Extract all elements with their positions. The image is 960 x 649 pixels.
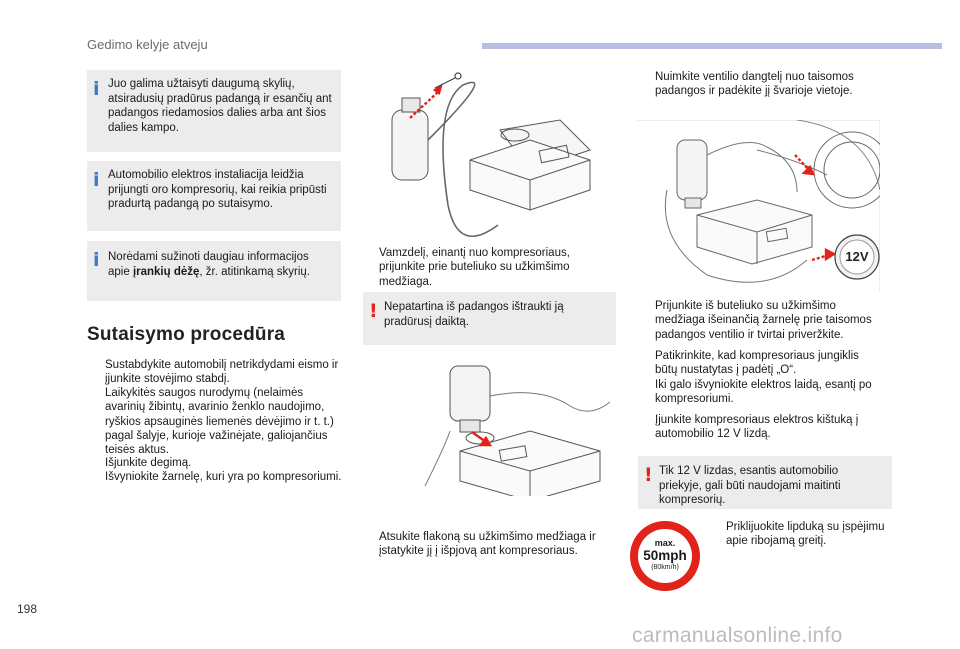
- tyre-connection-illustration: [637, 120, 880, 292]
- step-item: Išjunkite degimą.: [105, 457, 192, 469]
- info-icon: i: [93, 169, 100, 191]
- info-note-text: Automobilio elektros instaliacija leidžia prijungti oro kompresorių, kai reikia pripūsti pradurtą padangą po sutaisymo.: [108, 169, 327, 211]
- step-item: Laikykitės saugos nurodymų (nelaimės avarinių žibintų, avarinio ženklo naudojimo, ryškios apsauginės liemenės dėvėjimo ir t. t.) pagal šalyje, kurioje važinėjate, galiojančius teisės aktus.: [105, 387, 334, 457]
- info-note-text: Norėdami sužinoti daugiau informacijos apie įrankių dėžę, žr. atitinkamą skyrių.: [108, 251, 310, 278]
- step-item: Sustabdykite automobilį netrikdydami eismo ir įjunkite stovėjimo stabdį.: [105, 359, 339, 386]
- step-item: Išvyniokite žarnelę, kuri yra po kompresoriumi.: [105, 471, 342, 483]
- warning-note-text: Nepatartina iš padangos ištraukti ją pradūrusį daiktą.: [384, 301, 564, 328]
- speed-sign-line3: (80km/h): [651, 564, 679, 571]
- info-note-3: [87, 241, 341, 301]
- speed-sign-line1: max.: [654, 538, 676, 548]
- header-bar: [482, 43, 942, 49]
- info-note-1: [87, 70, 341, 152]
- step-item: Įjunkite kompresoriaus elektros kištuką į automobilio 12 V lizdą.: [655, 414, 859, 441]
- bottle-insert-illustration: [420, 356, 610, 496]
- step-item: Nuimkite ventilio dangtelį nuo taisomos padangos ir padėkite jį švarioje vietoje.: [655, 71, 854, 98]
- speed-limit-sticker-icon: [630, 521, 700, 591]
- info-note-2: [87, 161, 341, 231]
- socket-12v-label: 12V: [845, 249, 869, 264]
- step-item: Iki galo išvyniokite elektros laidą, esantį po kompresoriumi.: [655, 379, 872, 406]
- warning-note-2: [638, 456, 892, 509]
- step-item: Priklijuokite lipduką su įspėjimu apie ribojamą greitį.: [726, 521, 885, 548]
- chapter-title: Gedimo kelyje atveju: [87, 37, 208, 52]
- step-item: Prijunkite iš buteliuko su užkimšimo medžiaga išeinančią žarnelę prie taisomos padangos ventilio ir tvirtai priveržkite.: [655, 300, 872, 341]
- step-item: Atsukite flakoną su užkimšimo medžiaga ir įstatykite jį į išpjovą ant kompresoriaus.: [379, 531, 596, 558]
- compressor-hose-illustration: [380, 70, 605, 240]
- watermark: carmanualsonline.info: [632, 624, 843, 647]
- info-icon: i: [93, 78, 100, 100]
- warning-note-1: [363, 292, 616, 345]
- warning-icon: !: [369, 300, 378, 322]
- page-number: 198: [17, 602, 38, 616]
- section-title: Sutaisymo procedūra: [87, 324, 286, 345]
- step-item: Vamzdelį, einantį nuo kompresoriaus, prijunkite prie buteliuko su užkimšimo medžiaga.: [379, 247, 570, 288]
- speed-sign-line2: 50mph: [643, 548, 687, 563]
- warning-icon: !: [644, 464, 653, 486]
- step-item: Patikrinkite, kad kompresoriaus jungiklis būtų nustatytas į padėtį „O“.: [655, 350, 859, 377]
- info-icon: i: [93, 249, 100, 271]
- info-note-text: Juo galima užtaisyti daugumą skylių, atsiradusių pradūrus padangą ir esančių ant padangos riedamosios dalies arba ant šios dalies kampo.: [108, 78, 332, 135]
- warning-note-text: Tik 12 V lizdas, esantis automobilio priekyje, gali būti naudojami maitinti kompresorių.: [659, 465, 841, 507]
- toolbox-link[interactable]: įrankių dėžę: [132, 265, 200, 278]
